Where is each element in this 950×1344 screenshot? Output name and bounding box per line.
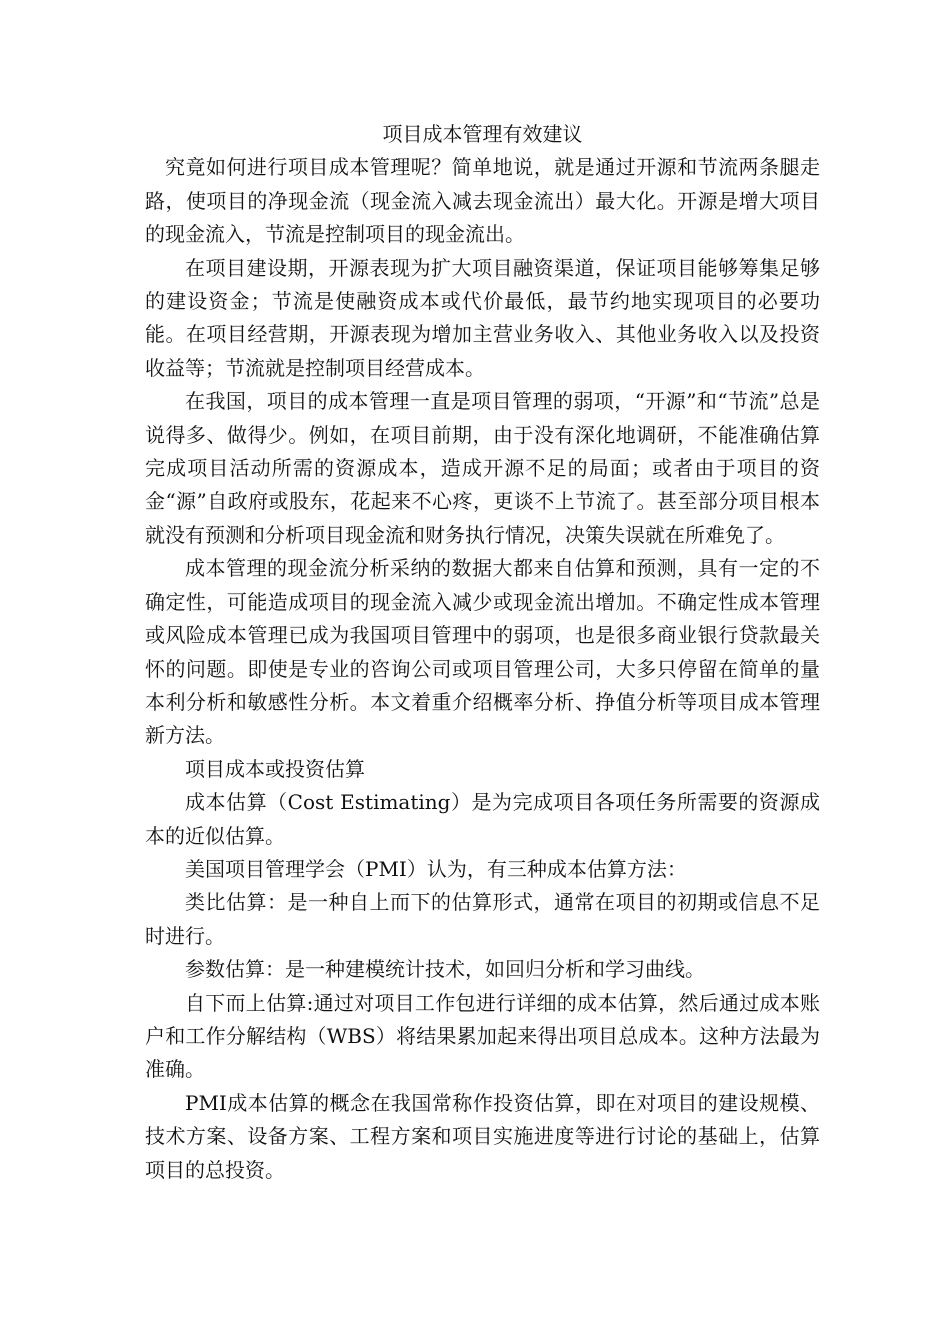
- paragraph-2: 在项目建设期，开源表现为扩大项目融资渠道，保证项目能够筹集足够的建设资金；节流是使融资成本或代价最低，最节约地实现项目的必要功能。在项目经营期，开源表现为增加主营业务收入、其他业务收入以及投资收益等；节流就是控制项目经营成本。: [145, 255, 820, 380]
- paragraph-4: 成本管理的现金流分析采纳的数据大都来自估算和预测，具有一定的不确定性，可能造成项目的现金流入减少或现金流出增加。不确定性成本管理或风险成本管理已成为我国项目管理中的弱项，也是很多商业银行贷款最关怀的问题。即使是专业的咨询公司或项目管理公司，大多只停留在简单的量本利分析和敏感性分析。本文着重介绍概率分析、挣值分析等项目成本管理新方法。: [145, 556, 820, 748]
- paragraph-7: 类比估算：是一种自上而下的估算形式，通常在项目的初期或信息不足时进行。: [145, 890, 820, 948]
- document-title: 项目成本管理有效建议: [382, 122, 583, 146]
- document-body: [145, 118, 820, 1187]
- paragraph-9: 自下而上估算:通过对项目工作包进行详细的成本估算，然后通过成本账户和工作分解结构（WBS）将结果累加起来得出项目总成本。这种方法最为准确。: [145, 990, 820, 1082]
- paragraph-5: 成本估算（Cost Estimating）是为完成项目各项任务所需要的资源成本的近似估算。: [145, 790, 820, 848]
- paragraph-10: PMI成本估算的概念在我国常称作投资估算，即在对项目的建设规模、技术方案、设备方案、工程方案和项目实施进度等进行讨论的基础上，估算项目的总投资。: [145, 1090, 820, 1182]
- paragraph-1: 究竟如何进行项目成本管理呢？简单地说，就是通过开源和节流两条腿走路，使项目的净现金流（现金流入减去现金流出）最大化。开源是增大项目的现金流入，节流是控制项目的现金流出。: [145, 155, 820, 247]
- paragraph-8: 参数估算：是一种建模统计技术，如回归分析和学习曲线。: [185, 957, 705, 982]
- paragraph-6: 美国项目管理学会（PMI）认为，有三种成本估算方法：: [185, 856, 687, 881]
- paragraph-3: 在我国，项目的成本管理一直是项目管理的弱项，“开源”和“节流”总是说得多、做得少。例如，在项目前期，由于没有深化地调研，不能准确估算完成项目活动所需的资源成本，造成开源不足的局面；或者由于项目的资金“源”自政府或股东，花起来不心疼，更谈不上节流了。甚至部分项目根本就没有预测和分析项目现金流和财务执行情况，决策失误就在所难免了。: [145, 389, 820, 547]
- section-heading: 项目成本或投资估算: [185, 756, 365, 781]
